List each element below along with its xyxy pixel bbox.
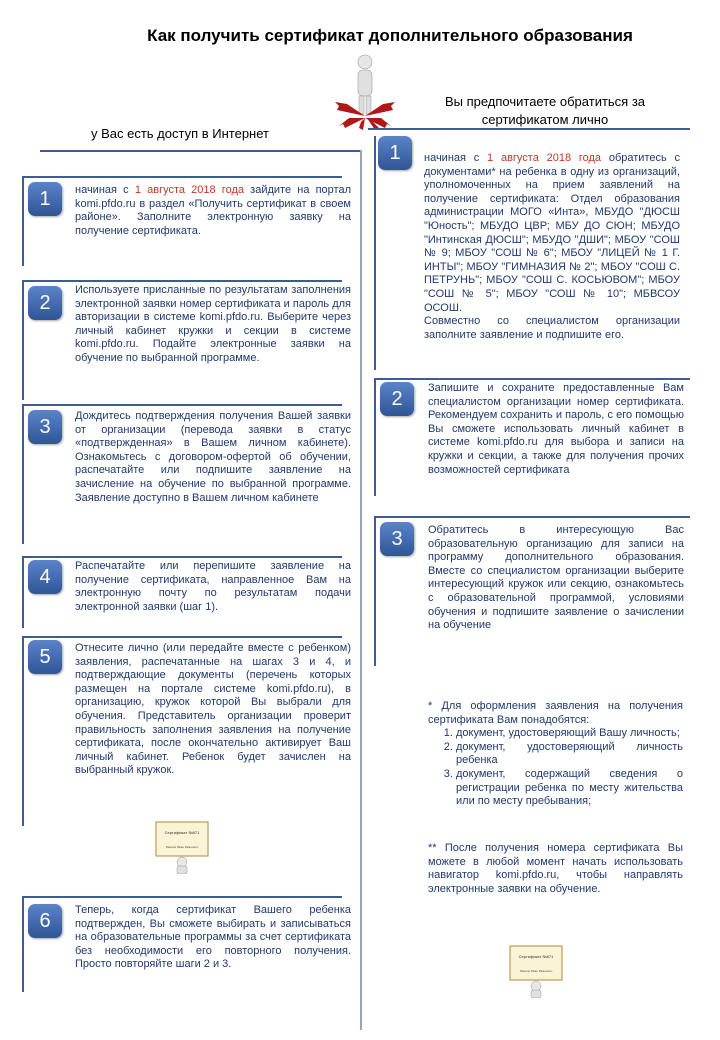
step-number-badge: 3 [28, 410, 62, 444]
step-number-badge: 6 [28, 904, 62, 938]
navigator-note: ** После получения номера сертификата Вы можете в любой момент начать использовать навигатор komi.pfdo.ru, чтобы направлять электронные заявки на обучение. [428, 842, 683, 895]
right-step-1 [374, 136, 690, 370]
step-text: Теперь, когда сертификат Вашего ребенка подтвержден, Вы сможете выбирать и записываться на образовательные программы за счет сертификата без необходимости его повторного получения. Просто повторяйте шаги 2 и 3. [75, 904, 351, 971]
step-text: Распечатайте или перепишите заявление на получение сертификата, направленное Вам на электронную почту по результатам подачи электронной заявки (шаг 1). [75, 560, 351, 613]
left-step-1 [22, 176, 352, 266]
step-number-badge: 3 [380, 522, 414, 556]
step-number-badge: 1 [378, 136, 412, 170]
step-number-badge: 5 [28, 640, 62, 674]
documents-note [428, 700, 683, 809]
left-column-header: у Вас есть доступ в Интернет [90, 126, 269, 141]
left-step-3 [22, 404, 351, 544]
person-arrows-illustration [335, 52, 395, 130]
step-text: Запишите и сохраните предоставленные Вам специалистом организации номер сертификата. Рекомендуем сохранить и пароль, с его помощью Вы сможете использовать личный кабинет в системе komi.pfdo.ru для выбора и записи на кружки и секции, а также для получения прочих возможностей сертификата [428, 382, 684, 476]
step-number-badge: 1 [28, 182, 62, 216]
left-step-2 [22, 280, 351, 400]
documents-list-item: 1. документ, удостоверяющий Вашу личность; [456, 727, 683, 741]
left-header-line [40, 150, 360, 152]
step-text: начиная с 1 августа 2018 года обратитесь с документами* на ребенка в одну из организаций, уполномоченных на прием заявлений на получение сертификата: Отдел образования администрации МОГО «Инта», МБУДО "ДЮСШ "Юность"; МБУДО ЦВР; МБУ ДО СЮН; МБУДО "Интинская ДЮСШ"; МБУДО "ДШИ"; МБОУ "СОШ № 9; МБОУ "СОШ № 6"; МБОУ "ЛИЦЕЙ № 1 Г. ИНТЫ"; МБОУ "ГИМНАЗИЯ № 2"; МБОУ "СОШ С. ПЕТРУНЬ"; МБОУ "СОШ С. КОСЬЮВОМ"; МБОУ "СОШ № 5"; МБОУ "СОШ № 10"; МБВСОУ ОСОШ. Совместно со специалистом организации заполните заявление и подпишите его. [424, 152, 680, 341]
step-number-badge: 2 [380, 382, 414, 416]
right-header-line [368, 128, 690, 130]
right-step-2 [374, 378, 690, 496]
certificate-holder: Иванов Иван Иванович [165, 845, 199, 849]
certificate-illustration [150, 818, 214, 874]
left-step-4 [22, 556, 351, 628]
documents-list [428, 727, 683, 809]
documents-note-intro: * Для оформления заявления на получения сертификата Вам понадобятся: [428, 700, 683, 726]
certificate-illustration [504, 942, 568, 998]
step-text: Дождитесь подтверждения получения Вашей заявки от организации (перевода заявки в статус «подтвержденная» в Вашем личном кабинете). Ознакомьтесь с договором-офертой об обучении, распечатайте или подпишите заявление на зачисление на обучение по выбранной программе. Заявление доступно в Вашем личном кабинете [75, 410, 351, 504]
step-text: начиная с 1 августа 2018 года зайдите на портал komi.pfdo.ru в раздел «Получить сертификат в своем районе». Заполните электронную заявку на получение сертификата. [75, 184, 352, 237]
step-text: Отнесите лично (или передайте вместе с ребенком) заявления, распечатанные на шагах 3 и 4, и подтверждающие документы (перечень которых размещен на портале системе komi.pfdo.ru), в организацию, кружок которой Вы выбрали для обучения. Представитель организации проверит правильность заполнения заявления на получение сертификата, после окончательно активирует Ваш личный кабинет. Ребенок будет зачислен на выбранный кружок. [75, 642, 351, 777]
right-column-header: Вы предпочитаете обратиться за сертификатом лично [444, 94, 646, 127]
step-text: Обратитесь в интересующую Вас образовательную организацию для записи на программу дополнительного образования. Вместе со специалистом организации выберите интересующий кружок или секцию, ознакомьтесь с образовательной программой, условиями обучения и подпишите заявление о зачислении на обучение [428, 524, 684, 632]
certificate-holder: Иванов Иван Иванович [519, 969, 553, 973]
certificate-label: Сертификат №871 [164, 830, 200, 835]
documents-list-item: 2. документ, удостоверяющий личность ребенка [456, 741, 683, 768]
step-number-badge: 4 [28, 560, 62, 594]
step-text: Используете присланные по результатам заполнения электронной заявки номер сертификата и пароль для авторизации в системе komi.pfdo.ru. Выберите через личный кабинет кружки и секции в системе komi.pfdo.ru. Подайте электронные заявки на обучение по выбранной программе. [75, 284, 351, 364]
right-step-3 [374, 516, 690, 666]
step-number-badge: 2 [28, 286, 62, 320]
left-step-5 [22, 636, 351, 826]
certificate-label: Сертификат №871 [518, 954, 554, 959]
column-divider [360, 150, 362, 1030]
left-step-6 [22, 896, 351, 992]
page-title: Как получить сертификат дополнительного образования [147, 26, 633, 45]
documents-list-item: 3. документ, содержащий сведения о регистрации ребенка по месту жительства или по месту пребывания; [456, 768, 683, 809]
